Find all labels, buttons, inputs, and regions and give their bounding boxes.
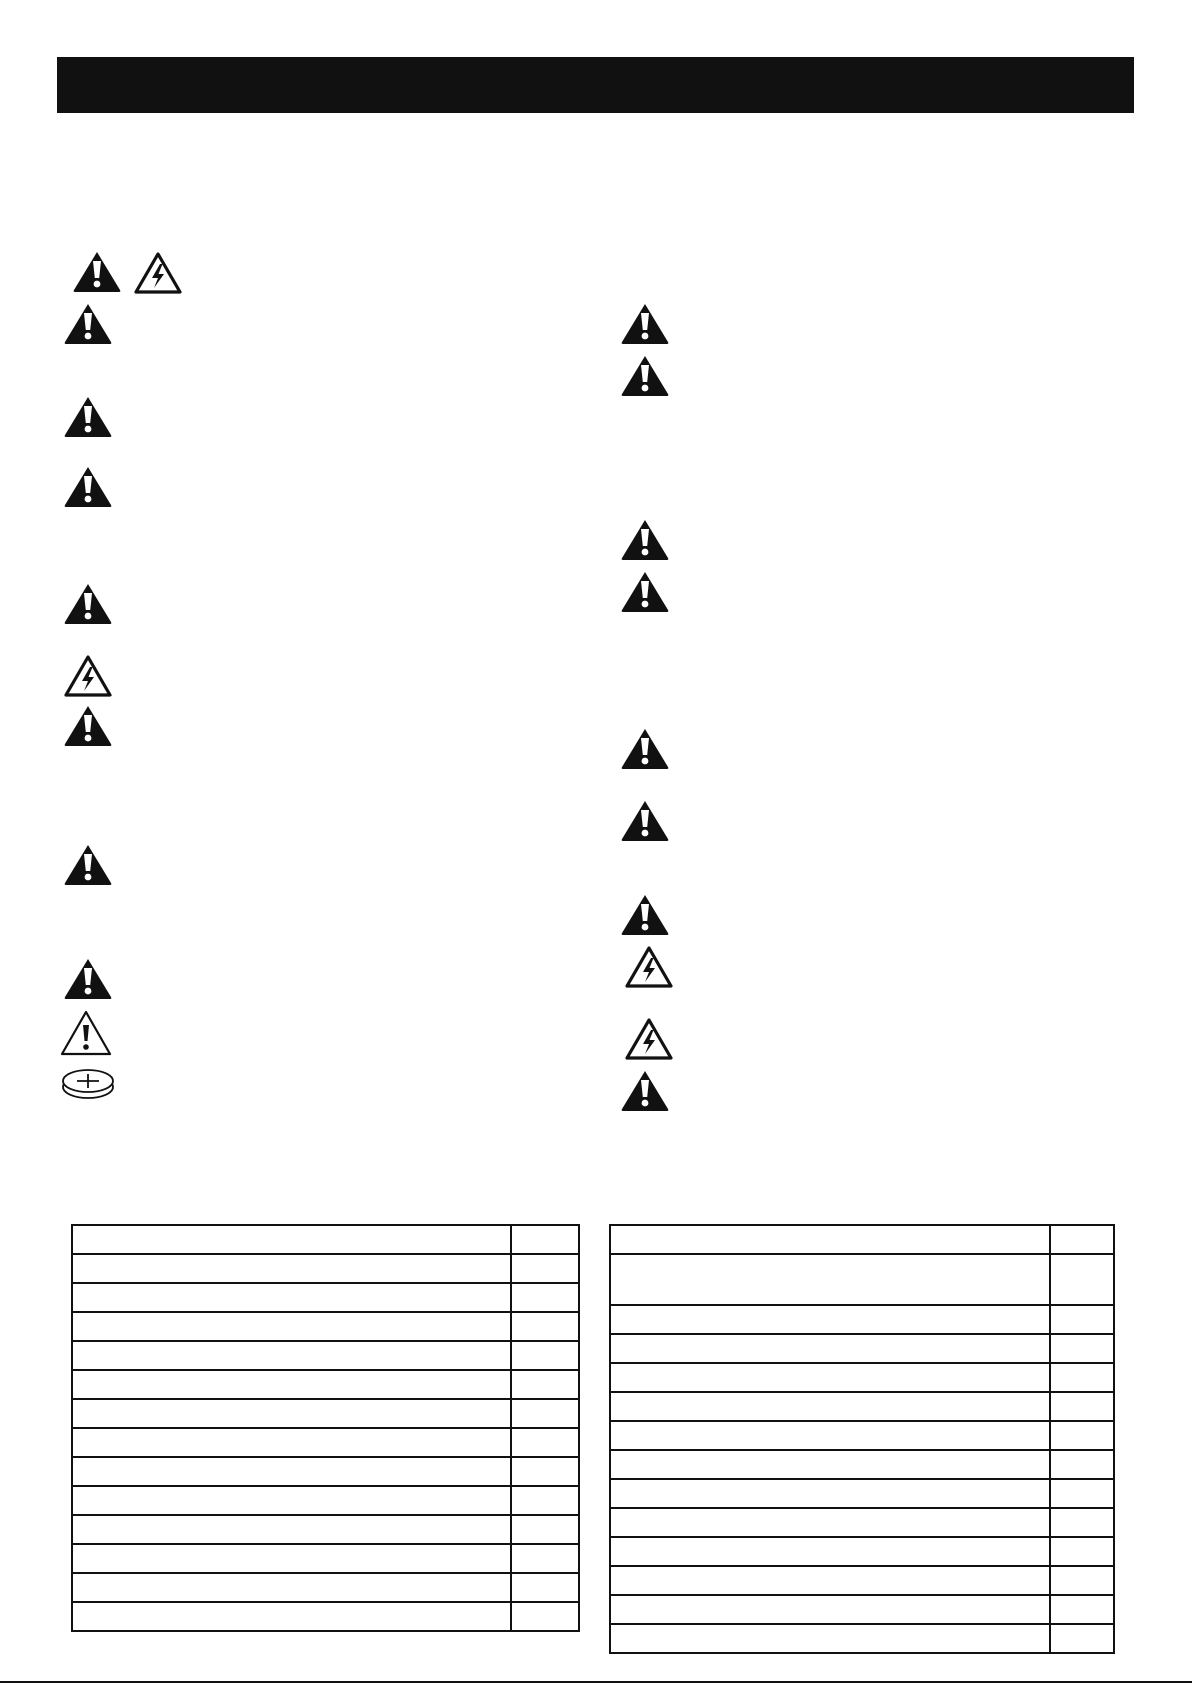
warning-triangle-icon bbox=[63, 302, 113, 346]
table-row bbox=[610, 1479, 1114, 1508]
table-row bbox=[610, 1392, 1114, 1421]
warning-triangle-icon bbox=[63, 843, 113, 887]
electrical-hazard-icon bbox=[624, 1017, 674, 1061]
warning-triangle-icon bbox=[63, 704, 113, 748]
table-cell bbox=[1050, 1225, 1114, 1254]
table-row bbox=[72, 1544, 579, 1573]
table-cell bbox=[1050, 1508, 1114, 1537]
bottom-rule bbox=[0, 1681, 1192, 1683]
warning-triangle-icon bbox=[620, 1069, 670, 1113]
table-cell bbox=[72, 1312, 511, 1341]
table-cell bbox=[610, 1508, 1050, 1537]
right-table bbox=[609, 1224, 1115, 1654]
warning-triangle-icon bbox=[63, 957, 113, 1001]
table-cell bbox=[511, 1254, 579, 1283]
table-cell bbox=[1050, 1624, 1114, 1653]
coin-battery-icon bbox=[60, 1067, 116, 1101]
table-cell bbox=[511, 1341, 579, 1370]
table-cell bbox=[1050, 1421, 1114, 1450]
warning-triangle-icon bbox=[620, 727, 670, 771]
table-cell bbox=[72, 1428, 511, 1457]
table-cell bbox=[511, 1515, 579, 1544]
table-row bbox=[610, 1450, 1114, 1479]
table-cell bbox=[610, 1334, 1050, 1363]
table-cell bbox=[1050, 1392, 1114, 1421]
table-cell bbox=[511, 1312, 579, 1341]
warning-triangle-icon bbox=[620, 518, 670, 562]
table-cell bbox=[610, 1363, 1050, 1392]
table-cell bbox=[72, 1457, 511, 1486]
table-cell bbox=[72, 1283, 511, 1312]
table-row bbox=[610, 1508, 1114, 1537]
table-cell bbox=[1050, 1305, 1114, 1334]
warning-triangle-icon bbox=[620, 570, 670, 614]
table-cell bbox=[72, 1544, 511, 1573]
table-cell bbox=[511, 1370, 579, 1399]
table-cell bbox=[72, 1486, 511, 1515]
table-cell bbox=[72, 1341, 511, 1370]
table-row bbox=[610, 1421, 1114, 1450]
table-cell bbox=[610, 1566, 1050, 1595]
table-cell bbox=[1050, 1450, 1114, 1479]
table-cell bbox=[511, 1428, 579, 1457]
table-row bbox=[72, 1486, 579, 1515]
table-row bbox=[72, 1254, 579, 1283]
table-cell bbox=[511, 1573, 579, 1602]
table-cell bbox=[610, 1392, 1050, 1421]
table-cell bbox=[610, 1624, 1050, 1653]
electrical-hazard-icon bbox=[624, 945, 674, 989]
table-cell bbox=[511, 1399, 579, 1428]
table-cell bbox=[72, 1602, 511, 1631]
table-row bbox=[72, 1457, 579, 1486]
table-row bbox=[610, 1305, 1114, 1334]
table-cell bbox=[610, 1305, 1050, 1334]
table-row bbox=[610, 1566, 1114, 1595]
table-cell bbox=[1050, 1254, 1114, 1305]
table-cell bbox=[511, 1457, 579, 1486]
header-bar bbox=[57, 57, 1134, 113]
table-cell bbox=[1050, 1537, 1114, 1566]
table-row bbox=[72, 1399, 579, 1428]
warning-triangle-icon bbox=[63, 582, 113, 626]
left-table bbox=[71, 1224, 580, 1632]
electrical-hazard-icon bbox=[133, 251, 183, 295]
table-row bbox=[72, 1225, 579, 1254]
warning-triangle-icon bbox=[620, 354, 670, 398]
table-cell bbox=[610, 1421, 1050, 1450]
table-row bbox=[72, 1370, 579, 1399]
table-row bbox=[610, 1624, 1114, 1653]
table-cell bbox=[610, 1450, 1050, 1479]
table-cell bbox=[72, 1515, 511, 1544]
table-cell bbox=[1050, 1566, 1114, 1595]
table-cell bbox=[511, 1225, 579, 1254]
caution-outline-icon bbox=[59, 1009, 113, 1057]
table-cell bbox=[72, 1370, 511, 1399]
table-row bbox=[610, 1595, 1114, 1624]
table-cell bbox=[1050, 1479, 1114, 1508]
table-cell bbox=[1050, 1595, 1114, 1624]
warning-triangle-icon bbox=[72, 250, 122, 294]
table-row bbox=[72, 1515, 579, 1544]
table-row bbox=[72, 1573, 579, 1602]
table-row bbox=[610, 1537, 1114, 1566]
electrical-hazard-icon bbox=[63, 654, 113, 698]
table-cell bbox=[1050, 1334, 1114, 1363]
warning-triangle-icon bbox=[620, 302, 670, 346]
table-cell bbox=[511, 1283, 579, 1312]
warning-triangle-icon bbox=[63, 465, 113, 509]
table-row bbox=[72, 1312, 579, 1341]
table-cell bbox=[610, 1537, 1050, 1566]
table-row bbox=[72, 1428, 579, 1457]
table-cell bbox=[511, 1486, 579, 1515]
warning-triangle-icon bbox=[620, 799, 670, 843]
table-row bbox=[610, 1225, 1114, 1254]
table-row bbox=[610, 1334, 1114, 1363]
table-cell bbox=[610, 1595, 1050, 1624]
warning-triangle-icon bbox=[63, 395, 113, 439]
table-cell bbox=[610, 1479, 1050, 1508]
table-cell bbox=[72, 1399, 511, 1428]
warning-triangle-icon bbox=[620, 893, 670, 937]
table-cell bbox=[72, 1225, 511, 1254]
table-cell bbox=[1050, 1363, 1114, 1392]
table-cell bbox=[72, 1573, 511, 1602]
table-row bbox=[610, 1363, 1114, 1392]
table-row bbox=[610, 1254, 1114, 1305]
table-row bbox=[72, 1283, 579, 1312]
table-row bbox=[72, 1602, 579, 1631]
table-cell bbox=[511, 1544, 579, 1573]
table-row bbox=[72, 1341, 579, 1370]
table-cell bbox=[610, 1254, 1050, 1305]
table-cell bbox=[72, 1254, 511, 1283]
table-cell bbox=[610, 1225, 1050, 1254]
table-cell bbox=[511, 1602, 579, 1631]
